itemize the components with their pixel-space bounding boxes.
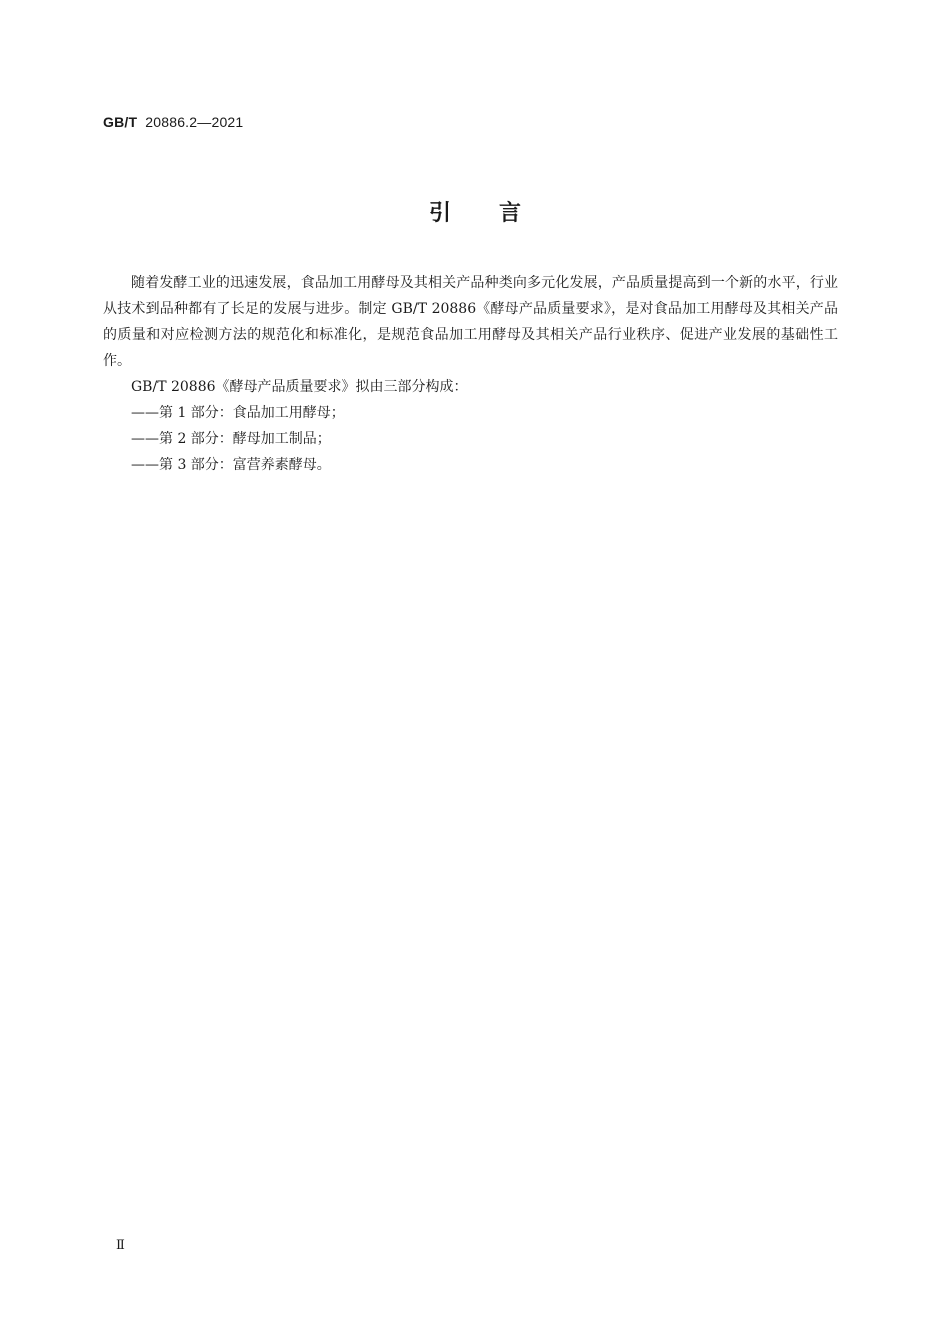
page-number: Ⅱ bbox=[116, 1238, 125, 1253]
introduction-body bbox=[103, 270, 838, 478]
standard-prefix: GB/T bbox=[103, 114, 138, 130]
part-list-item: ——第 3 部分：富营养素酵母。 bbox=[131, 457, 331, 473]
intro-paragraph: 随着发酵工业的迅速发展，食品加工用酵母及其相关产品种类向多元化发展，产品质量提高到一个新的水平，行业从技术到品种都有了长足的发展与进步。制定 GB/T 20886《酵母产品质量要求》，是对食品加工用酵母及其相关产品的质量和对应检测方法的规范化和标准化，是规范食品加工用酵母及其相关产品行业秩序、促进产业发展的基础性工作。 bbox=[103, 275, 838, 369]
standard-code bbox=[103, 114, 243, 130]
part-list-item: ——第 2 部分：酵母加工制品； bbox=[131, 431, 331, 447]
standard-number: 20886.2—2021 bbox=[145, 114, 244, 130]
page-title: 引言 bbox=[428, 201, 569, 226]
intro-paragraph: GB/T 20886《酵母产品质量要求》拟由三部分构成： bbox=[131, 379, 468, 395]
part-list-item: ——第 1 部分：食品加工用酵母； bbox=[131, 405, 345, 421]
